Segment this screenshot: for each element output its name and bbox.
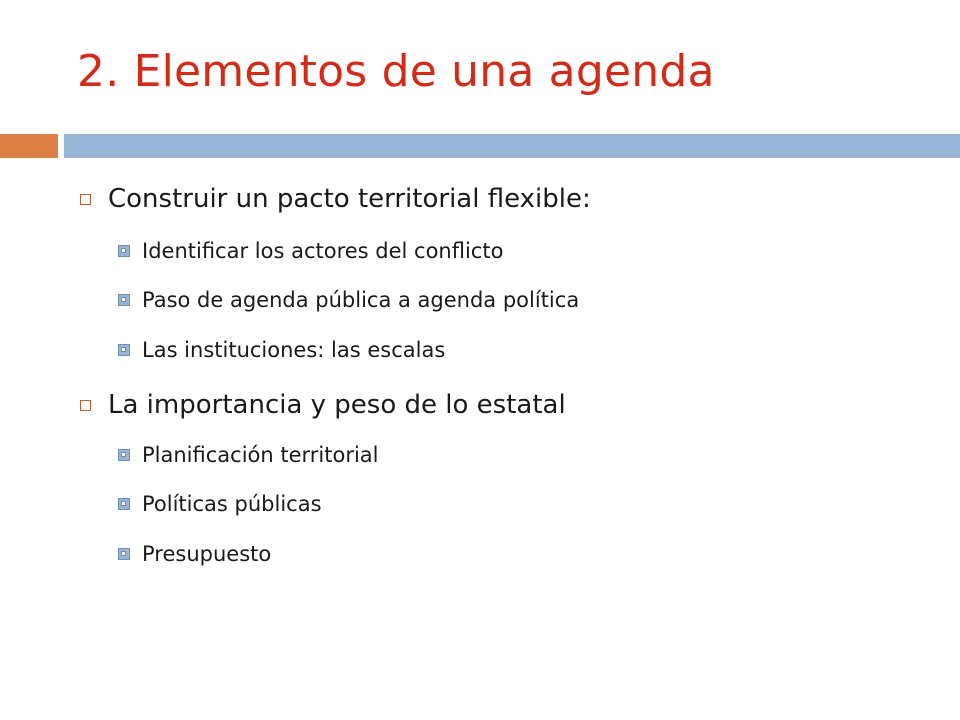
- square-outline-bullet-icon: [80, 400, 91, 411]
- sub-bullet-item: [118, 440, 379, 470]
- sub-bullet-text: Identificar los actores del conflicto: [142, 239, 504, 263]
- bullet-text: La importancia y peso de lo estatal: [108, 390, 566, 420]
- sub-bullet-text: Las instituciones: las escalas: [142, 338, 446, 362]
- sub-bullet-text: Planificación territorial: [142, 443, 379, 467]
- bullet-item: [80, 181, 591, 217]
- bullet-item: [80, 387, 566, 423]
- sub-bullet-text: Paso de agenda pública a agenda política: [142, 288, 580, 312]
- square-filled-bullet-icon: [118, 548, 130, 560]
- sub-bullet-item: [118, 335, 445, 365]
- sub-bullet-item: [118, 285, 579, 315]
- bullet-text: Construir un pacto territorial flexible:: [108, 184, 591, 214]
- square-filled-bullet-icon: [118, 498, 130, 510]
- sub-bullet-text: Presupuesto: [142, 542, 272, 566]
- square-filled-bullet-icon: [118, 294, 130, 306]
- sub-bullet-text: Políticas públicas: [142, 492, 322, 516]
- sub-bullet-item: [118, 236, 503, 266]
- square-filled-bullet-icon: [118, 344, 130, 356]
- slide-title: 2. Elementos de una agenda: [77, 46, 715, 97]
- square-outline-bullet-icon: [80, 194, 91, 205]
- sub-bullet-item: [118, 539, 271, 569]
- sub-bullet-item: [118, 489, 322, 519]
- square-filled-bullet-icon: [118, 245, 130, 257]
- square-filled-bullet-icon: [118, 449, 130, 461]
